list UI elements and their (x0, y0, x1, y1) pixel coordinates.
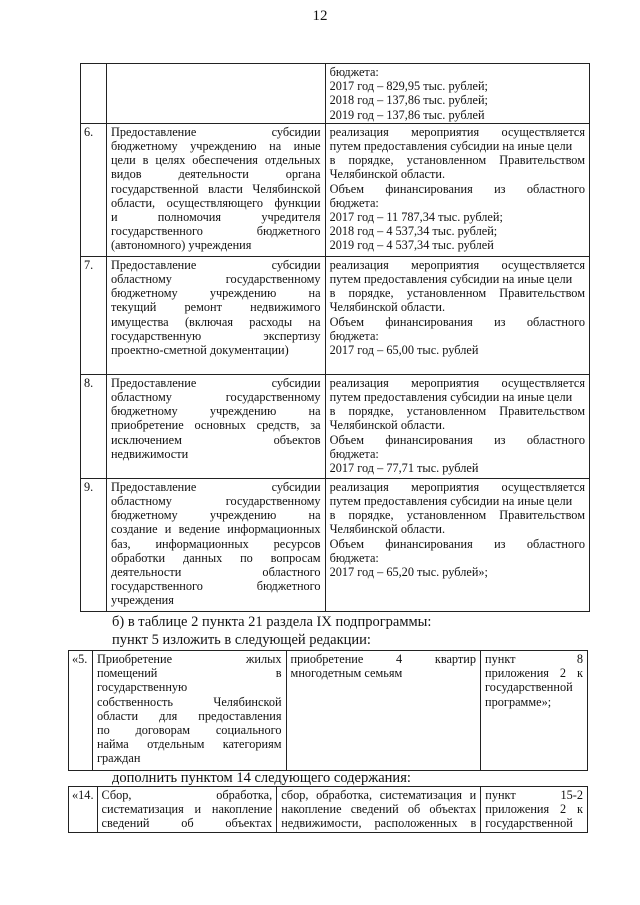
table-row (81, 64, 590, 124)
measure-name (106, 478, 325, 611)
measure-description (325, 374, 589, 478)
text-line: 2019 год – 137,86 тыс. рублей (329, 107, 485, 122)
text-line: 2017 год – 77,71 тыс. рублей (329, 461, 479, 476)
measures-table (80, 63, 590, 612)
measure-name (97, 787, 277, 833)
text-line: и полномочия учредителя (110, 210, 321, 225)
text-line: Предоставление субсидии (110, 375, 321, 390)
text-line: реализация мероприятия осуществляется (329, 479, 585, 494)
text-line: Челябинской области. (329, 522, 446, 537)
text-line: Предоставление субсидии (110, 257, 321, 272)
text-line: 2017 год – 65,00 тыс. рублей (329, 343, 479, 358)
text-line: исключением объектов (110, 432, 321, 447)
text-line: Приобретение жилых (96, 652, 282, 666)
text-line: в порядке, установленном Правительством (329, 508, 585, 523)
text-line: пункт 15-2 (485, 788, 583, 802)
text-line: цели в целях обеспечения отдельных (110, 153, 321, 168)
text-line: государственную экспертизу (110, 328, 321, 343)
text-line: найма отдельным категориям (96, 737, 282, 752)
text-line: Объем финансирования из областного (329, 536, 585, 551)
text-line: имущества (включая расходы на (110, 314, 321, 329)
text-line: путем предоставления субсидии на иные цели (329, 390, 573, 405)
measure-description (277, 787, 481, 833)
text-line: деятельности областного (110, 565, 321, 580)
text-line: в порядке, установленном Правительством (329, 404, 585, 419)
text-line: Челябинской области. (329, 418, 446, 433)
table-row (81, 123, 590, 256)
measure-description (325, 64, 589, 124)
text-line: путем предоставления субсидии на иные цели (329, 139, 573, 154)
row-number: 7. (81, 256, 107, 374)
item-14-table (68, 786, 588, 833)
text-line: реализация мероприятия осуществляется (329, 124, 585, 139)
measure-name (106, 374, 325, 478)
text-line: Предоставление субсидии (110, 124, 321, 139)
text-line: проектно-сметной документации) (110, 343, 289, 358)
text-line: видов деятельности органа (110, 167, 321, 182)
measure-description (325, 478, 589, 611)
text-line: бюджета: (329, 195, 379, 210)
text-line: приобретение основных средств, за (110, 418, 321, 433)
row-number: 6. (81, 123, 107, 256)
text-line: приложения 2 к (485, 802, 583, 817)
text-line: Челябинской области. (329, 300, 446, 315)
text-line: собственность Челябинской (96, 694, 282, 709)
text-line: помещений в (96, 666, 282, 681)
text-line: государственной (485, 680, 573, 695)
measure-description (325, 256, 589, 374)
text-line: Объем финансирования из областного (329, 314, 585, 329)
text-line: обработки данных по вопросам (110, 550, 321, 565)
text-line: областному государственному (110, 494, 321, 509)
table-row (81, 374, 590, 478)
text-line: приобретение 4 квартир (290, 652, 477, 666)
measure-name (106, 256, 325, 374)
measure-name (106, 64, 325, 124)
text-line: реализация мероприятия осуществляется (329, 375, 585, 390)
text-line: 2017 год – 829,95 тыс. рублей; (329, 79, 488, 94)
text-line: бюджетному учреждению на (110, 404, 321, 419)
text-line: многодетным семьям (290, 666, 403, 681)
text-line: государственного бюджетного (110, 579, 321, 594)
text-line: (автономного) учреждения (110, 238, 252, 253)
text-line: областному государственному (110, 390, 321, 405)
text-line: Сбор, обработка, (101, 788, 273, 802)
program-reference (481, 651, 588, 771)
text-line: Челябинской области. (329, 167, 446, 182)
text-line: в порядке, установленном Правительством (329, 153, 585, 168)
table-row (81, 478, 590, 611)
text-line: 2017 год – 11 787,34 тыс. рублей; (329, 210, 503, 225)
text-line: области для предоставления (96, 708, 282, 723)
text-line: бюджета: (329, 328, 379, 343)
text-line: путем предоставления субсидии на иные цели (329, 494, 573, 509)
page-number: 12 (312, 8, 328, 24)
text-line: баз, информационных ресурсов (110, 536, 321, 551)
text-line: недвижимости (110, 446, 189, 461)
text-line: 2019 год – 4 537,34 тыс. рублей (329, 238, 494, 253)
text-line: Объем финансирования из областного (329, 181, 585, 196)
row-number: 9. (81, 478, 107, 611)
text-line: учреждения (110, 593, 174, 608)
text-line: бюджета: (329, 65, 379, 79)
text-line: сбор, обработка, систематизация и (281, 788, 477, 802)
text-line: государственной власти Челябинской (110, 181, 321, 196)
measure-name (92, 651, 286, 771)
text-line: в порядке, установленном Правительством (329, 286, 585, 301)
row-number: «14. (69, 787, 98, 833)
measure-description (325, 123, 589, 256)
text-line: пункт 8 (485, 652, 583, 666)
item-5-table (68, 650, 588, 771)
text-line: бюджета: (329, 550, 379, 565)
text-line: по договорам социального (96, 723, 282, 738)
table-row (69, 787, 588, 833)
text-line: накопление сведений об объектах (281, 802, 477, 817)
table-row (69, 651, 588, 771)
text-line: государственного бюджетного (110, 224, 321, 239)
text-line: программе»; (485, 694, 552, 709)
text-line: области, осуществляющего функции (110, 195, 321, 210)
text-line: Предоставление субсидии (110, 479, 321, 494)
text-line: недвижимости, расположенных в (281, 816, 477, 831)
amendment-paragraph: дополнить пунктом 14 следующего содержания: (112, 770, 411, 786)
row-number: 8. (81, 374, 107, 478)
text-line: граждан (96, 751, 141, 766)
text-line: государственную (96, 680, 188, 695)
text-line: текущий ремонт недвижимого (110, 300, 321, 315)
text-line: 2018 год – 137,86 тыс. рублей; (329, 93, 488, 108)
program-reference (481, 787, 588, 833)
text-line: создание и ведение информационных (110, 522, 321, 537)
row-number (81, 64, 107, 124)
text-line: сведений об объектах (101, 816, 273, 831)
text-line: 2017 год – 65,20 тыс. рублей»; (329, 565, 488, 580)
text-line: приложения 2 к (485, 666, 583, 681)
text-line: бюджетному учреждению на иные (110, 139, 321, 154)
measure-description (286, 651, 480, 771)
text-line: бюджета: (329, 446, 379, 461)
text-line: систематизация и накопление (101, 802, 273, 817)
text-line: Объем финансирования из областного (329, 432, 585, 447)
amendment-paragraph: пункт 5 изложить в следующей редакции: (112, 632, 371, 648)
text-line: областному государственному (110, 272, 321, 287)
text-line: 2018 год – 4 537,34 тыс. рублей; (329, 224, 498, 239)
table-row (81, 256, 590, 374)
text-line: реализация мероприятия осуществляется (329, 257, 585, 272)
text-line: бюджетному учреждению на (110, 286, 321, 301)
row-number: «5. (69, 651, 93, 771)
measure-name (106, 123, 325, 256)
amendment-paragraph: б) в таблице 2 пункта 21 раздела IX подпрограммы: (112, 614, 432, 630)
text-line: путем предоставления субсидии на иные цели (329, 272, 573, 287)
text-line: государственной (485, 816, 573, 831)
text-line: бюджетному учреждению на (110, 508, 321, 523)
